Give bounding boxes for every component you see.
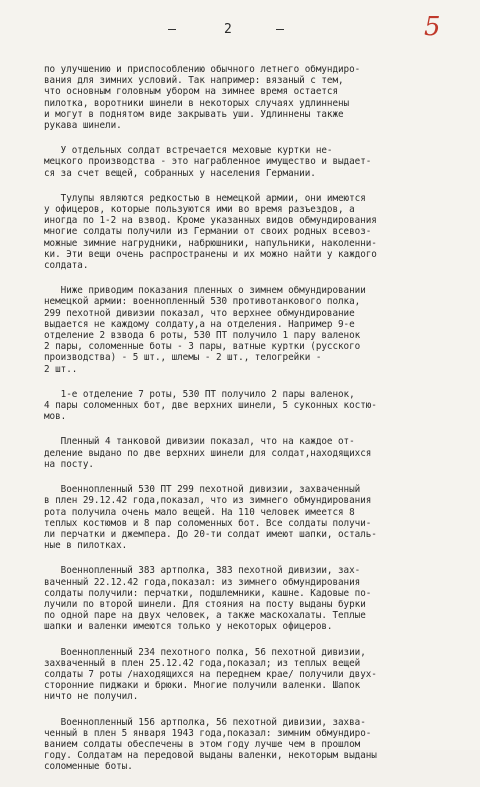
handwritten-page-mark: 5 [424,12,441,42]
paragraph-2: У отдельных солдат встречается меховые куртки не- мецкого производства - это награбленное имущество и выдает- ся за счет вещей, собранных у населения Германии. [44,145,372,179]
paragraph-3: Тулупы являются редкостью в немецкой армии, они имеются у офицеров, которые пользуются ими во время разъездов, а иногда по 1-2 на взвод. Кроме указанных видов обмундирования многие солдаты получили из Германии от своих родных всевоз- можные зимние нагрудники, набрюшники, напульники, наколенни- ки. Эти вещи очень распространены и их можно найти у каждого солдата. [44,192,377,272]
paragraph-4: Ниже приводим показания пленных о зимнем обмундировании немецкой армии: военнопленный 530 противотанкового полка, 299 пехотной дивизии показал, что верхнее обмундирование выдается не каждому солдату,а на отделения. Например 9-е отделение 2 взвода 6 роты, 530 ПТ получило 1 пару валенок 2 пары, соломенные боты - 3 пары, ватные куртки (русского производства) - 5 шт., шлемы - 2 шт., телогрейки - 2 шт.. [44,285,366,375]
paragraph-1: по улучшению и приспособлению обычного летнего обмундиро- вания для зимних условий. Так например: вязаный с тем, что основным головным убором на зимнее время остается пилотка, воротники шинели в некоторых случаях удлиннены и могут в поднятом виде закрывать уши. Удлиннены также рукава шинели. [44,64,361,132]
page-number: 2 [224,22,232,37]
page-number-dash-left [168,29,176,30]
document-body [44,64,464,787]
paragraph-10: Военнопленный 156 артполка, 56 пехотной дивизии, захва- ченный в плен 5 января 1943 года,показал: зимним обмундиро- ванием солдаты обеспечены в этом году лучше чем в прошлом году. Солдатам на передовой выданы валенки, некоторым выданы соломенные боты. [44,716,377,773]
paragraph-6: Пленный 4 танковой дивизии показал, что на каждое от- деление выдано по две верхних шинели для солдат,находящихся на посту. [44,436,372,470]
page-number-dash-right [276,29,284,30]
paragraph-5: 1-е отделение 7 роты, 530 ПТ получило 2 пары валенок, 4 пары соломенных бот, две верхних шинели, 5 суконных костю- мов. [44,388,377,423]
paragraph-8: Военнопленный 383 артполка, 383 пехотной дивизии, зах- ваченный 22.12.42 года,показал: из зимнего обмундирования солдаты получили: перчатки, подшлемники, кашне. Кадовые по- лучили по второй шинели. Для стояния на посту выданы бурки по одной паре на двух человек, а также маскохалаты. Теплые шапки и валенки имеются только у некоторых офицеров. [44,565,372,633]
paragraph-7: Военнопленный 530 ПТ 299 пехотной дивизии, захваченный в плен 29.12.42 года,показал, что из зимнего обмундирования рота получила очень мало вещей. На 110 человек имеется 8 теплых костюмов и 8 пар соломенных бот. Все солдаты получи- ли перчатки и джемпера. До 20-ти солдат имеют шапки, осталь- ные в пилотках. [44,484,377,552]
paragraph-9: Военнопленный 234 пехотного полка, 56 пехотной дивизии, захваченный в плен 25.12.42 года,показал; из теплых вещей солдаты 7 роты /находящихся на переднем крае/ получили двух- сторонние пиджаки и брюки. Многие получили валенки. Шапок ничто не получил. [44,646,377,703]
